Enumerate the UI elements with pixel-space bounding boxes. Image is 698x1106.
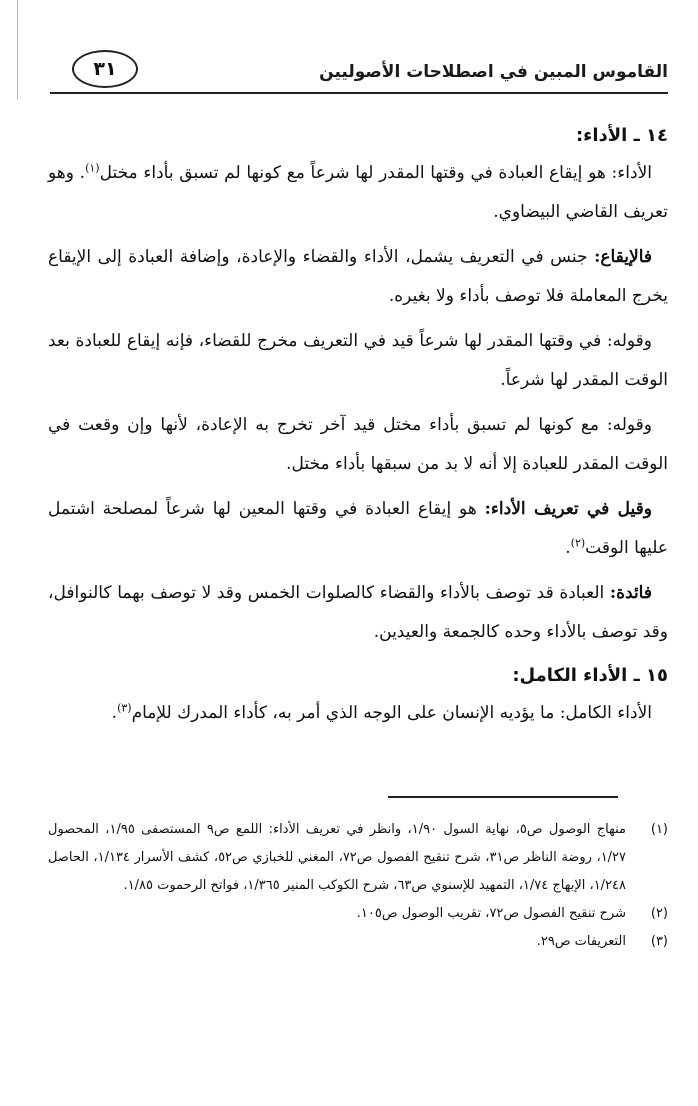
- footnote-text: التعريفات ص٢٩.: [536, 934, 626, 949]
- footnote-ref: (٣): [117, 701, 132, 715]
- paragraph-tail: .: [565, 538, 571, 558]
- footnote-text: منهاج الوصول ص٥، نهاية السول ١/٩٠، وانظر في تعريف الأداء: اللمع ص٩ المستصفى ١/٩٥، المحصول ١/٢٧، روضة الناظر ص٣١، شرح تنقيح الفصول ص٧٢، المغني للخبازي ص٥٢، كشف الأسرار ١/١٣٤، الحاصل ١/٢٤٨، الإبهاج ١/٧٤، التمهيد للإسنوي ص٦٣، شرح الكوكب المنير ١/٣٦٥، فواتح الرحموت ١/٨٥.: [48, 822, 627, 893]
- footnote-ref: (٢): [570, 536, 586, 550]
- paragraph-text: وقوله: مع كونها لم تسبق بأداء مختل قيد آخر تخرج به الإعادة، لأنها وإن وقعت في الوقت المقدر للعبادة إلا أنه لا بد من سبقها بأداء مختل.: [48, 415, 668, 474]
- paragraph-text: الأداء: هو إيقاع العبادة في وقتها المقدر لها شرعاً مع كونها لم تسبق بأداء مختل: [99, 163, 652, 183]
- paragraph: [48, 238, 668, 316]
- paragraph-lead: وقيل في تعريف الأداء:: [484, 499, 652, 519]
- page-number: ٣١: [72, 50, 138, 88]
- binding-edge-line: [17, 0, 18, 100]
- footnote: [48, 928, 668, 956]
- footnotes: [48, 816, 668, 956]
- paragraph-tail: . وهو تعريف القاضي البيضاوي.: [48, 163, 668, 222]
- footnote-divider: [388, 796, 618, 798]
- book-title: القاموس المبين في اصطلاحات الأصوليين: [319, 62, 668, 82]
- paragraph-text: الأداء الكامل: ما يؤديه الإنسان على الوجه الذي أمر به، كأداء المدرك للإمام: [131, 703, 652, 723]
- paragraph-tail: .: [111, 703, 118, 723]
- header-divider: [50, 92, 668, 94]
- entry-heading: ١٤ ـ الأداء:: [575, 125, 668, 146]
- paragraph-text: جنس في التعريف يشمل، الأداء والقضاء والإعادة، وإضافة العبادة إلى الإيقاع يخرج المعاملة فلا توصف بأداء ولا بغيره.: [48, 247, 668, 306]
- paragraph-lead: فائدة:: [609, 583, 652, 603]
- footnote-number: (٢): [650, 906, 668, 921]
- paragraph-text: العبادة قد توصف بالأداء والقضاء كالصلوات الخمس وقد لا توصف بهما كالنوافل، وقد توصف بالأداء وحده كالجمعة والعيدين.: [48, 583, 668, 642]
- footnote-number: (١): [650, 822, 668, 837]
- footnote: [48, 816, 668, 900]
- running-header: [50, 46, 668, 102]
- paragraph: [48, 154, 668, 232]
- paragraph: [48, 574, 668, 652]
- paragraph-lead: فالإيقاع:: [594, 247, 652, 267]
- paragraph: [48, 694, 668, 733]
- paragraph: [48, 490, 668, 568]
- footnote-ref: (١): [85, 161, 100, 175]
- footnote: [48, 900, 668, 928]
- main-text: [48, 118, 668, 739]
- footnote-text: شرح تنقيح الفصول ص٧٢، تقريب الوصول ص١٠٥.: [356, 906, 626, 921]
- paragraph-text: وقوله: في وقتها المقدر لها شرعاً قيد في التعريف مخرج للقضاء، فإنه إيقاع للعبادة بعد الوقت المقدر لها شرعاً.: [48, 331, 668, 390]
- footnote-number: (٣): [650, 934, 668, 949]
- paragraph-text: هو إيقاع العبادة في وقتها المعين لها شرعاً لمصلحة اشتمل عليها الوقت: [48, 499, 668, 558]
- entry-heading: ١٥ ـ الأداء الكامل:: [512, 665, 668, 686]
- paragraph: [48, 406, 668, 484]
- paragraph: [48, 322, 668, 400]
